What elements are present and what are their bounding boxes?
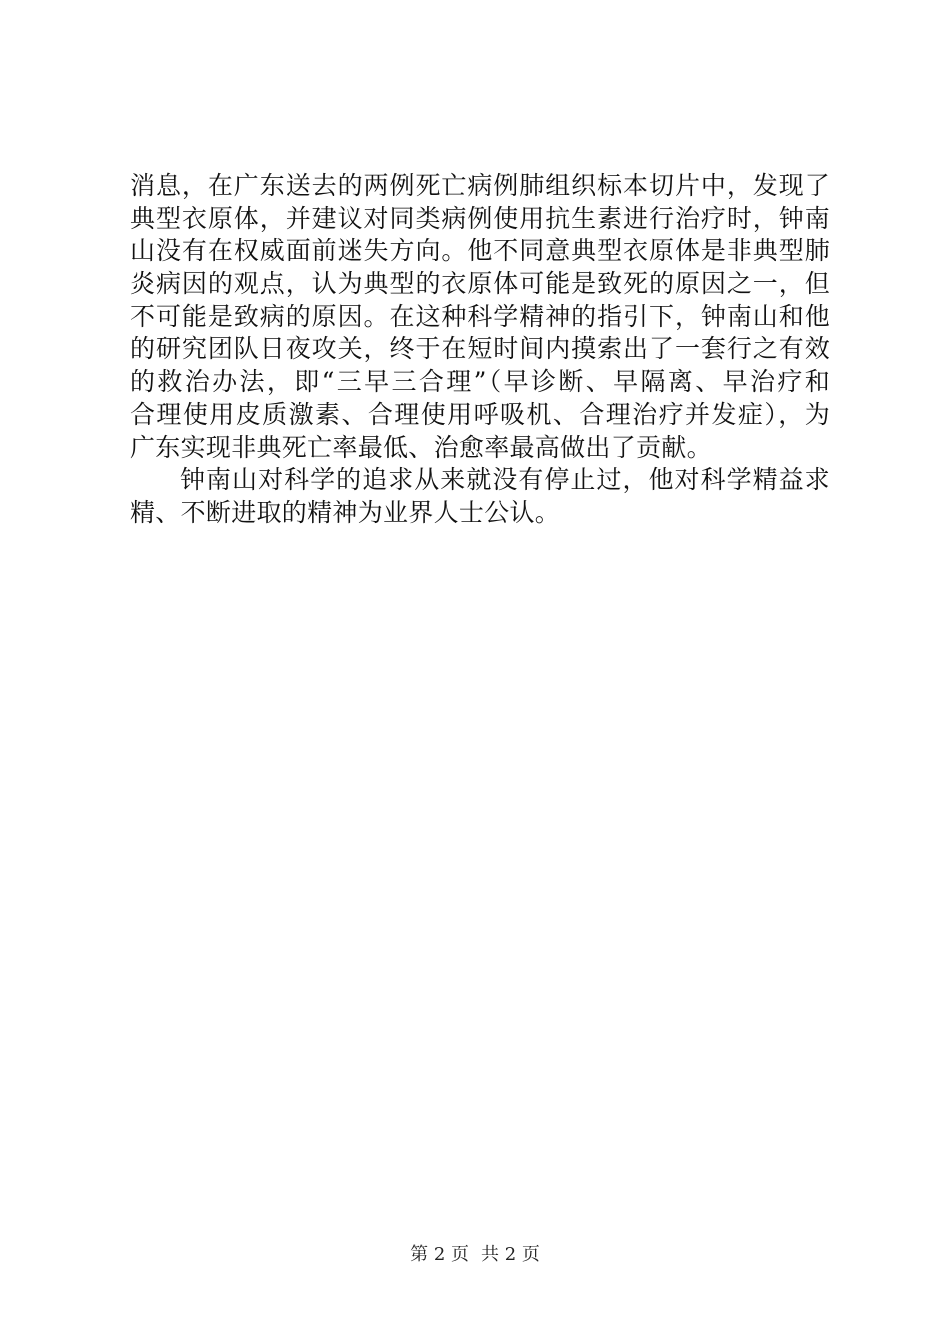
text-line: 山没有在权威面前迷失方向。他不同意典型衣原体是非典型肺 — [130, 236, 830, 266]
paragraph-1 — [130, 170, 830, 464]
paragraph-2 — [130, 464, 830, 529]
text-line: 合理使用皮质激素、合理使用呼吸机、合理治疗并发症），为 — [130, 399, 830, 429]
text-line: 的救治办法，即“三早三合理”（早诊断、早隔离、早治疗和 — [130, 367, 830, 397]
text-line: 精、不断进取的精神为业界人士公认。 — [130, 497, 561, 527]
text-line: 不可能是致病的原因。在这种科学精神的指引下，钟南山和他 — [130, 301, 830, 331]
document-body — [130, 170, 830, 530]
page-footer — [0, 1240, 950, 1266]
text-line: 典型衣原体，并建议对同类病例使用抗生素进行治疗时，钟南 — [130, 203, 830, 233]
text-line: 的研究团队日夜攻关，终于在短时间内摸索出了一套行之有效 — [130, 334, 830, 364]
text-line: 钟南山对科学的追求从来就没有停止过，他对科学精益求 — [180, 465, 830, 495]
page-number: 第 2 页 — [410, 1244, 469, 1265]
text-line: 炎病因的观点，认为典型的衣原体可能是致死的原因之一，但 — [130, 269, 830, 299]
text-line: 广东实现非典死亡率最低、治愈率最高做出了贡献。 — [130, 432, 712, 462]
text-line: 消息，在广东送去的两例死亡病例肺组织标本切片中，发现了 — [130, 171, 830, 200]
page-total: 共 2 页 — [481, 1244, 540, 1265]
